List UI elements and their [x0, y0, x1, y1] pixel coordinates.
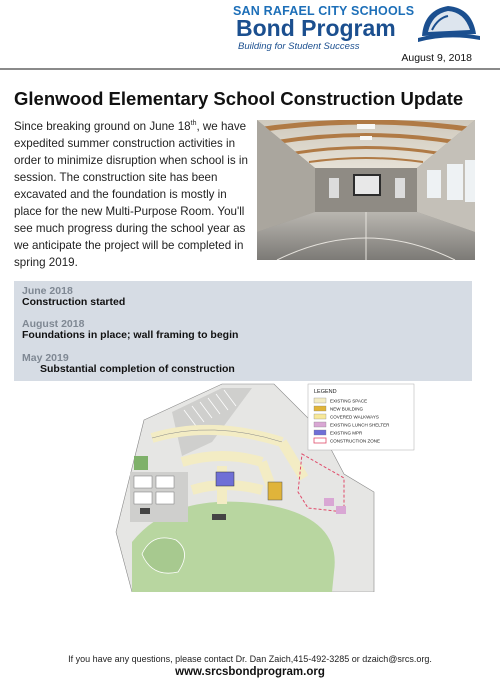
website-link[interactable]: www.srcsbondprogram.org: [175, 666, 325, 678]
logo-title: Bond Program: [236, 15, 396, 41]
school-site-plan: [112, 382, 416, 592]
page-header: [0, 0, 500, 72]
body-text-start: Since breaking ground on June 18: [14, 120, 191, 133]
legend-title: LEGEND: [314, 389, 337, 395]
article-body: [14, 118, 250, 271]
legend-item: NEW BUILDING: [330, 406, 364, 412]
timeline-date-1: June 2018: [22, 285, 73, 297]
legend-item: CONSTRUCTION ZONE: [330, 438, 380, 444]
contact-info: If you have any questions, please contact Dr. Dan Zaich,415-492-3285 or dzaich@srcs.org.: [68, 654, 432, 664]
header-divider: [0, 68, 500, 70]
legend-item: EXISTING LUNCH SHELTER: [330, 422, 390, 428]
timeline-date-3: May 2019: [22, 352, 69, 364]
hard-hat-icon: [418, 0, 480, 44]
multipurpose-room-rendering: [257, 120, 475, 260]
timeline-description-1: Construction started: [22, 296, 126, 308]
body-text-superscript: th: [190, 120, 197, 128]
page-title: Glenwood Elementary School Construction Update: [14, 88, 464, 109]
logo-tagline: Building for Student Success: [238, 41, 360, 52]
legend-item: EXISTING MPR: [330, 430, 363, 436]
legend-item: COVERED WALKWAYS: [330, 414, 379, 420]
timeline-date-2: August 2018: [22, 318, 85, 330]
timeline-description-3: Substantial completion of construction: [40, 363, 235, 375]
logo-subtitle: SAN RAFAEL CITY SCHOOLS: [233, 4, 415, 18]
issue-date: August 9, 2018: [401, 52, 472, 64]
construction-timeline: [14, 281, 472, 381]
timeline-description-2: Foundations in place; wall framing to begin: [22, 329, 239, 341]
legend-item: EXISTING SPACE: [330, 398, 368, 404]
body-text-end: , we have expedited summer construction activities in order to minimize disruption when school is in session. The construction site has been excavated and the foundation is mostly in place for the new Multi-Purpose Room. You'll see much progress during the school year as we anticipate the project will be completed in spring 2019.: [14, 120, 248, 269]
